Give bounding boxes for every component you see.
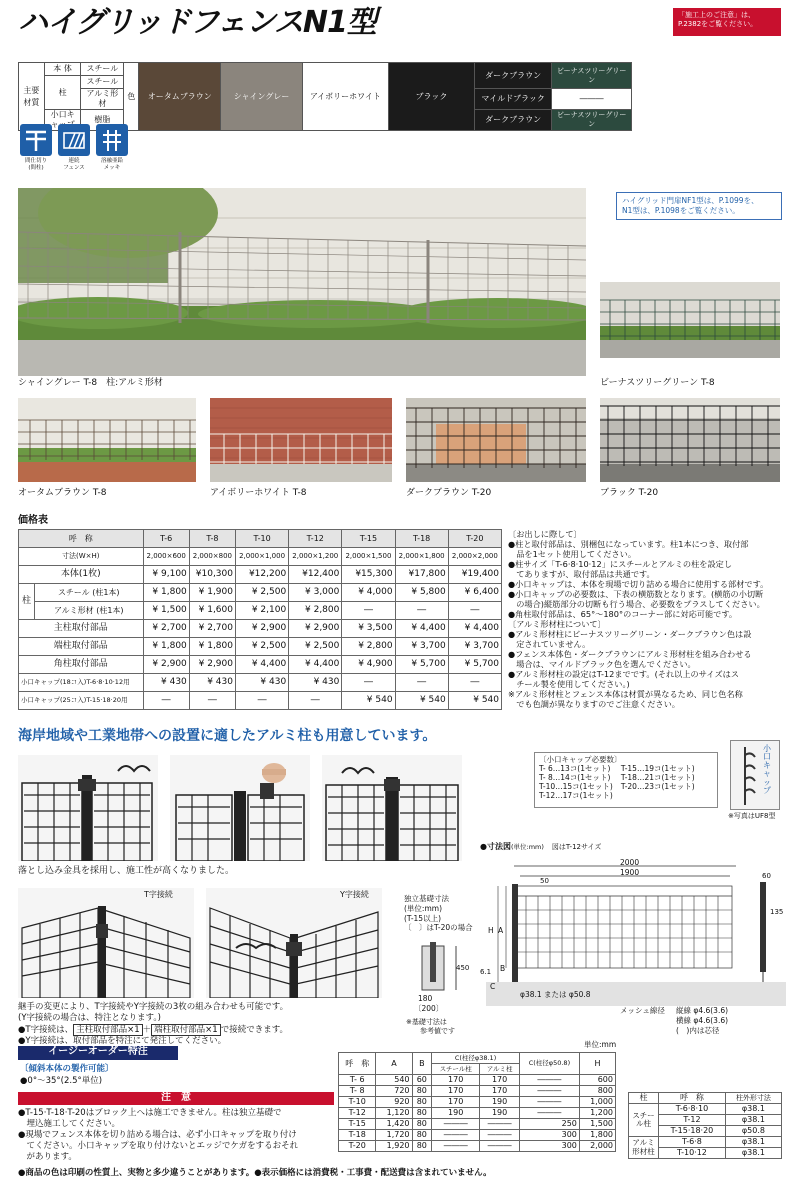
dim-phi: φ38.1 または φ50.8 [520,990,591,999]
price-cell: ― [448,674,501,692]
caption-darkbrown: ダークブラウン T-20 [406,488,492,498]
price-cell: ― [289,692,342,710]
photo-darkbrown [406,398,586,482]
caption-main: シャイングレー T-8 柱:アルミ形材 [18,378,163,388]
price-cell: ¥ 2,700 [189,620,235,638]
y-joint-photo [206,888,382,998]
dim-cell: ――― [480,1119,520,1130]
size-cell: 2,000×600 [143,548,189,566]
footer: ●商品の色は印刷の性質上、実物と多少違うことがあります。●表示価格には消費税・工事費・配送費は含まれていません。 [18,1168,492,1178]
post-h2: 呼 称 [659,1093,726,1104]
note-line: 定されていません。 [508,639,591,649]
dim-50: 50 [540,877,549,885]
caution-line: ●T-15·T-18·T-20はブロック上へは施工できません。柱は独立基礎で [18,1108,282,1118]
dim-cell: 170 [480,1086,520,1097]
joint-note-line: ●Y字接続は、取付部品を特注にて発注してください。 [18,1036,227,1047]
caption-ivory: アイボリーホワイト T-8 [210,488,307,498]
dim-cell: 2,000 [579,1141,615,1152]
main-parts-box: 主柱取付部品×1 [73,1024,143,1036]
dim-1900: 1900 [620,868,640,877]
icon-label-continuous: 連続 フェンス [63,158,85,171]
dim-cell: 250 [519,1119,579,1130]
mat-alumi: アルミ形材 [81,89,124,110]
price-cell: ¥ 3,700 [395,638,448,656]
post-cell: T-6·8 [659,1137,726,1148]
caption-black: ブラック T-20 [600,488,659,498]
price-cell: ― [143,692,189,710]
dim-cell: ――― [519,1108,579,1119]
dim-cell: 60 [412,1075,432,1086]
easy-order-sub: 〔傾斜本体の製作可能〕 [20,1064,114,1074]
size-cell: 2,000×1,000 [235,548,288,566]
dim-135: 135 [770,908,784,916]
price-cell: ¥ 1,500 [143,602,189,620]
post-cell: φ38.1 [725,1148,781,1159]
cap-count-box [534,752,718,808]
part-post: 柱 [44,76,81,110]
caution-badge: 注 意 [18,1092,334,1105]
price-cell: ¥12,400 [289,566,342,584]
t-joint-label: T字接続 [144,890,173,899]
price-cell: ― [395,674,448,692]
dim-cell: 1,200 [579,1108,615,1119]
size-cell: 2,000×2,000 [448,548,501,566]
price-cell: ¥10,300 [189,566,235,584]
post-cell: φ38.1 [725,1115,781,1126]
note-line: の場合)縦筋部分の切断も行う場合、必要数をプラスしてください。 [508,599,765,609]
dim-2000: 2000 [620,858,640,867]
dim-cell: 600 [579,1075,615,1086]
color-venus-green-cap: ビーナスツリーグリーン [552,110,632,131]
price-cell: ― [448,602,501,620]
price-cell: ¥ 2,800 [289,602,342,620]
row-label-main-post-parts: 主柱取付部品 [19,620,144,638]
dim-cell: ――― [519,1097,579,1108]
price-cell: ¥ 4,400 [289,656,342,674]
color-dark-brown: ダークブラウン [474,63,551,89]
price-cell: ¥ 2,700 [143,620,189,638]
dim-cell: 170 [432,1086,480,1097]
post-cell: φ38.1 [725,1104,781,1115]
note-line: 場合は、マイルドブラック色を選んでください。 [508,659,696,669]
price-cell: ¥ 540 [342,692,395,710]
photo-autumn [18,398,196,482]
cap-photo [730,740,780,810]
joint-notes [18,1002,378,1048]
dim-cell: T-12 [339,1108,376,1119]
dim-6-1: 6.1 [480,968,492,976]
color-shine-gray: シャイングレー [221,63,303,131]
price-header-t8: T-8 [189,530,235,548]
price-cell: ¥ 1,900 [189,584,235,602]
main-material-label: 主要材質 [19,63,45,131]
price-cell: ¥ 2,500 [235,584,288,602]
color-ivory-white: アイボリーホワイト [302,63,388,131]
dim-h-yobi: 呼 称 [339,1053,376,1075]
price-cell: ¥ 4,400 [235,656,288,674]
cap-photo-note: ※写真はUF8型 [728,812,776,820]
dim-cell: ――― [519,1086,579,1097]
color-dark-brown-cap: ダークブラウン [474,110,551,131]
row-label-body: 本体(1枚) [19,566,144,584]
dim-h-c2: C(柱径φ50.8) [519,1053,579,1075]
price-cell: ¥ 5,800 [395,584,448,602]
color-autumn-brown: オータムブラウン [139,63,221,131]
price-cell: ¥ 1,800 [143,584,189,602]
dim-h-h: H [579,1053,615,1075]
photo-ivory [210,398,392,482]
dim-h-alumi: アルミ柱 [480,1064,520,1075]
price-cell: ¥ 430 [143,674,189,692]
post-h3: 柱外形寸法 [725,1093,781,1104]
price-cell: ¥ 5,700 [448,656,501,674]
post-steel: スチール柱 [629,1104,659,1137]
post-cell: T-6·8·10 [659,1104,726,1115]
cap-line: T- 6…13コ(1セット) [539,764,611,773]
price-cell: ― [395,602,448,620]
dim-cell: 80 [412,1097,432,1108]
part-cap: 小口キャ [44,110,81,131]
galvanized-icon [96,124,128,156]
dim-cell: ――― [432,1130,480,1141]
notice-box [673,8,781,36]
dim-cell: 1,000 [579,1097,615,1108]
dim-60: 60 [762,872,771,880]
joint-note-t: ●T字接続は、 主柱取付部品×1 ＋ 端柱取付部品×1 で接続できます。 [18,1024,289,1035]
price-cell: ¥ 3,700 [448,638,501,656]
post-cell: T-12 [659,1115,726,1126]
dim-cell: 1,120 [376,1108,412,1119]
note-line: 〔アルミ形材柱について〕 [508,619,606,629]
dim-cell: 1,720 [376,1130,412,1141]
price-cell: ¥ 4,000 [342,584,395,602]
dim-cell: 190 [432,1108,480,1119]
foundation-ref: ※基礎寸法は 参考値です [406,1018,455,1036]
note-line: ※アルミ形材柱とフェンス本体は材質が異なるため、同じ色名称 [508,689,743,699]
order-notes [508,529,790,709]
price-cell: ¥ 4,900 [342,656,395,674]
dim-h-steel: スチール柱 [432,1064,480,1075]
page-title: ハイグリッドフェンスN1型 [18,5,376,40]
mesh-specs: 縦線 φ4.6(3.6) 横線 φ4.6(3.6) ( )内は芯径 [676,1006,729,1035]
size-label: 寸法(W×H) [19,548,144,566]
mesh-label: メッシュ線径 [620,1006,665,1015]
price-cell: ¥ 2,500 [289,638,342,656]
dim-cell: 920 [376,1097,412,1108]
caption-venus: ビーナスツリーグリーン T-8 [600,378,715,388]
dim-B: B [500,964,506,973]
caution-line: ●現場でフェンス本体を切り詰める場合は、必ず小口キャップを取り付け [18,1130,297,1141]
note-line: ●角柱取付部品は、65°～180°のコーナー部に対応可能です。 [508,609,738,619]
mat-steel: スチール [81,63,124,76]
price-table-title: 価格表 [18,515,48,526]
size-cell: 2,000×1,800 [395,548,448,566]
note-line: ●アルミ形材柱の設定はT-12までです。(それ以上のサイズはス [508,669,740,679]
cap-line: T-15…19コ(1セット) [620,764,695,773]
dim-table-unit: 単位:mm [584,1040,617,1049]
price-cell: ¥ 2,800 [342,638,395,656]
foundation-450: 450 [456,964,470,972]
partition-icon [20,124,52,156]
dim-C: C [490,982,496,991]
dim-cell: T- 6 [339,1075,376,1086]
price-cell: ¥ 2,100 [235,602,288,620]
price-cell: ¥ 4,400 [448,620,501,638]
foundation-text: 独立基礎寸法 (単位:mm) (T-15以上) 〔 〕はT-20の場合 [404,894,473,933]
color-venus-green: ビーナスツリーグリーン [552,63,632,89]
note-line: 〔お出しに際して〕 [508,529,582,539]
price-cell: ¥ 3,500 [342,620,395,638]
price-cell: ¥ 6,400 [448,584,501,602]
dim-cell: ――― [480,1141,520,1152]
note-line: ●アルミ形材柱にビーナスツリーグリーン・ダークブラウン色は設 [508,629,752,639]
caption-autumn: オータムブラウン T-8 [18,488,107,498]
price-cell: ¥ 2,900 [143,656,189,674]
end-parts-box: 端柱取付部品×1 [151,1024,221,1036]
dim-cell: 540 [376,1075,412,1086]
price-cell: ¥ 2,900 [235,620,288,638]
detail-photo-2 [170,755,310,861]
note-line: てありますが、取付部品は共通です。 [508,569,655,579]
detail-photo-3 [322,755,462,861]
post-alumi: アルミ形材柱 [629,1137,659,1159]
note-line: ●フェンス本体色・ダークブラウンにアルミ形材柱を組み合わせる [508,649,752,659]
row-label-cap18: 小口キャップ(18コ入)T-6·8·10·12用 [19,674,144,692]
price-cell: ¥ 2,900 [289,620,342,638]
drop-caption: 落とし込み金具を採用し、施工性が高くなりました。 [18,866,235,876]
dim-cell: T-10 [339,1097,376,1108]
dim-A: A [498,926,504,935]
price-cell: ¥ 4,400 [395,620,448,638]
price-cell: ¥15,300 [342,566,395,584]
price-cell: ¥ 1,800 [143,638,189,656]
caution-line: 埋込施工してください。 [18,1119,121,1130]
gate-note: ハイグリッド門扉NF1型は、P.1099を、 N1型は、P.1098をご覧ください。 [616,192,782,220]
dim-cell: ――― [432,1141,480,1152]
notice-line1: 「施工上のご注意」は、 [678,11,755,19]
dim-cell: T-15 [339,1119,376,1130]
row-label-end-post-parts: 端柱取付部品 [19,638,144,656]
dim-cell: 1,920 [376,1141,412,1152]
dim-cell: ――― [432,1119,480,1130]
cap-box-title: 〔小口キャップ必要数〕 [539,755,622,764]
price-cell: ― [235,692,288,710]
dim-cell: ――― [480,1130,520,1141]
post-cell: φ50.8 [725,1126,781,1137]
note-line: ●小口キャップは、本体を現場で切り詰める場合に使用する部材です。 [508,579,769,589]
price-header-t12: T-12 [289,530,342,548]
note-line: チール製を使用してください。) [508,679,630,689]
dimension-drawing [486,856,786,1006]
dim-H: H [488,926,494,935]
alumi-headline: 海岸地域や工業地帯への設置に適したアルミ柱も用意しています。 [18,728,437,744]
caution-line: てください。小口キャップを取り付けないとエッジでケガをするおそれ [18,1141,299,1152]
dim-cell: T-20 [339,1141,376,1152]
dim-cell: 80 [412,1086,432,1097]
note-line: ●小口キャップの必要数は、下表の横筋数となります。(横筋の小切断 [508,589,764,599]
notice-line2: P.2382をご覧ください。 [678,20,758,29]
note-line: 品を1セット使用してください。 [508,549,637,559]
cap-line: T-12…17コ(1セット) [539,791,613,800]
cap-line: T- 8…14コ(1セット) [539,773,611,782]
dim-cell: 80 [412,1130,432,1141]
dim-cell: 170 [480,1075,520,1086]
price-cell: ¥ 5,700 [395,656,448,674]
dim-cell: 1,420 [376,1119,412,1130]
size-cell: 2,000×800 [189,548,235,566]
post-table [628,1092,782,1159]
dim-cell: ――― [519,1075,579,1086]
post-cell: T-15·18·20 [659,1126,726,1137]
mat-resin: 樹脂 [81,110,124,131]
price-cell: ¥ 540 [448,692,501,710]
dim-cell: 300 [519,1141,579,1152]
icon-label-galvanized: 溶融亜鉛 メッキ [100,158,123,171]
price-header-t18: T-18 [395,530,448,548]
row-label-corner-post-parts: 角柱取付部品 [19,656,144,674]
continuous-fence-icon [58,124,90,156]
photo-black [600,398,780,482]
color-label: 色 [124,63,139,131]
y-joint-label: Y字接続 [340,890,369,899]
dim-cell: 300 [519,1130,579,1141]
price-header-yobi: 呼 称 [19,530,144,548]
price-cell: ¥ 540 [395,692,448,710]
price-table [18,529,502,710]
cap-line: T-20…23コ(1セット) [620,782,695,791]
size-cell: 2,000×1,200 [289,548,342,566]
dim-cell: 80 [412,1108,432,1119]
price-cell: ¥12,200 [235,566,288,584]
price-cell: ¥17,800 [395,566,448,584]
post-h1: 柱 [629,1093,659,1104]
color-black: ブラック [388,63,474,131]
dim-h-c1: C(柱径φ38.1) [432,1053,520,1064]
price-header-t20: T-20 [448,530,501,548]
joint-note-line: 継手の変更により、T字接続やY字接続の3枚の組み合わせも可能です。 [18,1002,289,1012]
dimension-table [338,1052,616,1152]
dim-cell: T-18 [339,1130,376,1141]
row-label-alumi: アルミ形材 (柱1本) [35,602,144,620]
price-cell: ¥19,400 [448,566,501,584]
note-line: でも色調が異なりますのでご注意ください。 [508,699,680,709]
price-cell: ― [342,602,395,620]
price-cell: ¥ 2,900 [189,656,235,674]
post-cell: φ38.1 [725,1137,781,1148]
dim-cell: 80 [412,1141,432,1152]
dim-cell: T- 8 [339,1086,376,1097]
dim-cell: 80 [412,1119,432,1130]
dim-cell: 800 [579,1086,615,1097]
mat-steel-post: スチール [81,76,124,89]
price-cell: ― [342,674,395,692]
row-label-post: 柱 [19,584,35,620]
row-label-steel: スチール (柱1本) [35,584,144,602]
size-cell: 2,000×1,500 [342,548,395,566]
dim-cell: 190 [480,1097,520,1108]
main-photo [18,188,586,376]
price-header-t6: T-6 [143,530,189,548]
price-cell: ¥ 430 [189,674,235,692]
price-cell: ¥ 430 [289,674,342,692]
color-mild-black: マイルドブラック [474,89,551,110]
icon-label-partition: 間仕切り (間柱) [24,158,47,171]
cap-line: T-18…21コ(1セット) [620,773,695,782]
part-body: 本 体 [44,63,81,76]
price-cell: ¥ 9,100 [143,566,189,584]
cap-line: T-10…15コ(1セット) [539,782,613,791]
easy-order-badge: イージーオーダー特注 [18,1046,178,1060]
price-cell: ¥ 1,800 [189,638,235,656]
color-none: ――― [552,89,632,110]
price-cell: ¥ 3,000 [289,584,342,602]
dim-h-b: B [412,1053,432,1075]
dim-cell: 720 [376,1086,412,1097]
note-line: ●柱と取付部品は、別梱包になっています。柱1本につき、取付部 [508,539,749,549]
row-label-cap25: 小口キャップ(25コ入)T-15·18·20用 [19,692,144,710]
dim-cell: 1,800 [579,1130,615,1141]
post-cell: T-10·12 [659,1148,726,1159]
detail-photo-1 [18,755,158,861]
dim-cell: 190 [480,1108,520,1119]
dim-h-a: A [376,1053,412,1075]
joint-note-line: (Y字接続の場合は、特注となります。) [18,1013,161,1024]
caution-line: があります。 [18,1152,77,1163]
dim-fig-header: ●寸法図(単位:mm) 図はT-12サイズ [480,842,602,851]
material-table [18,62,632,131]
dim-cell: 170 [432,1075,480,1086]
cap-vertical-label: 小口キャップ [763,744,771,795]
price-cell: ― [189,692,235,710]
price-header-t15: T-15 [342,530,395,548]
foundation-180: 180 [418,994,433,1003]
easy-order-range: ●0°～35°(2.5°単位) [20,1076,103,1086]
photo-venus [600,282,780,358]
foundation-200: 〔200〕 [414,1004,444,1013]
price-cell: ¥ 1,600 [189,602,235,620]
dim-cell: 1,500 [579,1119,615,1130]
price-header-t10: T-10 [235,530,288,548]
price-cell: ¥ 2,500 [235,638,288,656]
dim-cell: 170 [432,1097,480,1108]
price-cell: ¥ 430 [235,674,288,692]
note-line: ●柱サイズ「T-6·8·10·12」にスチールとアルミの柱を設定し [508,559,733,569]
t-joint-photo [18,888,194,998]
caution-text [18,1108,338,1163]
